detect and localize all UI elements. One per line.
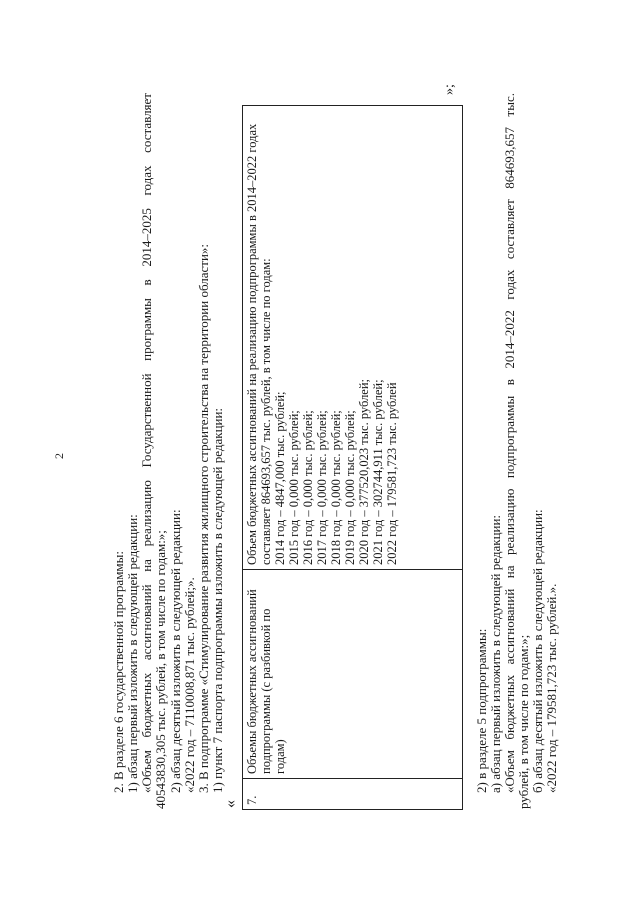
sec5-line-2: а) абзац первый изложить в следующей редакции:	[488, 514, 503, 793]
table-row	[243, 106, 463, 810]
sec2-line-4: 40543830,305 тыс. рублей, в том числе по годам:»;	[153, 530, 168, 809]
sec5-line-3: «Объем бюджетных ассигнований на реализацию подпрограммы в 2014–2022 годах составляет 864693,657 тыс.	[502, 93, 517, 793]
sec2-line-6: «2022 год – 7110008,871 тыс. рублей;».	[182, 577, 197, 793]
sec5-line-6: «2022 год – 179581,723 тыс. рублей.».	[544, 583, 559, 793]
year-line: 2021 год – 302744,911 тыс. рублей;	[371, 379, 385, 565]
sec2-line-8: 1) пункт 7 паспорта подпрограммы изложить в следующей редакции:	[210, 407, 225, 793]
year-line: 2020 год – 377520,023 тыс. рублей;	[357, 378, 371, 565]
opening-quote: «	[222, 800, 239, 808]
year-line: 2019 год – 0,000 тыс. рублей;	[343, 410, 357, 565]
closing-quote: »;	[442, 84, 457, 95]
sec2-line-7: 3. В подпрограмме «Стимулирование развития жилищного строительства на территории области»:	[196, 243, 211, 793]
sec5-line-1: 2) в разделе 5 подпрограммы:	[474, 628, 489, 793]
year-line: 2016 год – 0,000 тыс. рублей;	[301, 410, 315, 565]
sec5-line-5: б) абзац десятый изложить в следующей редакции:	[530, 509, 545, 793]
page-number: 2	[52, 453, 66, 459]
sec2-line-3: «Объем бюджетных ассигнований на реализацию Государственной программы в 2014–2025 годах составляет	[139, 93, 154, 793]
item-label-cell: Объемы бюджетных ассигнований подпрограммы (с разбивкой по годам)	[243, 570, 463, 779]
sec5-line-4: рублей, в том числе по годам:»;	[516, 634, 531, 809]
year-line: 2017 год – 0,000 тыс. рублей;	[315, 410, 329, 565]
year-line: 2022 год – 179581,723 тыс. рублей	[385, 382, 399, 565]
year-line: 2015 год – 0,000 тыс. рублей;	[287, 410, 301, 565]
sec2-line-5: 2) абзац десятый изложить в следующей редакции:	[168, 509, 183, 793]
sec2-line-1: 2. В разделе 6 государственной программы:	[111, 551, 126, 793]
item-number-cell: 7.	[243, 779, 463, 810]
value-intro: Объем бюджетных ассигнований на реализацию подпрограммы в 2014–2022 годах составляет 864693,657 тыс. рублей, в том числе по годам:	[245, 123, 273, 565]
sec2-line-2: 1) абзац первый изложить в следующей редакции:	[125, 514, 140, 793]
year-line: 2014 год – 4847,000 тыс. рублей;	[273, 391, 287, 565]
item-value-cell	[243, 106, 463, 570]
year-line: 2018 год – 0,000 тыс. рублей;	[329, 410, 343, 565]
passport-table	[242, 105, 463, 810]
